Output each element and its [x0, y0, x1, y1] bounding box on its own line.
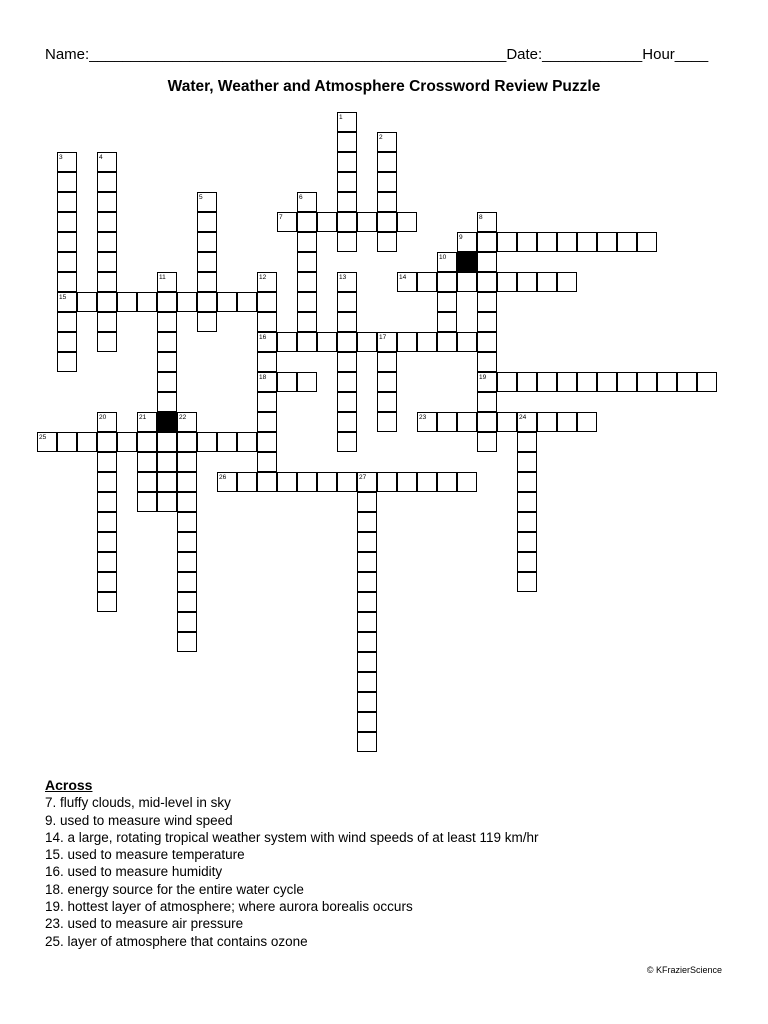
crossword-cell[interactable]	[477, 252, 497, 272]
crossword-cell[interactable]	[77, 432, 97, 452]
clue-19: 19. hottest layer of atmosphere; where aurora borealis occurs	[45, 899, 413, 915]
crossword-cell[interactable]	[377, 372, 397, 392]
crossword-cell[interactable]	[357, 332, 377, 352]
crossword-cell[interactable]	[257, 292, 277, 312]
crossword-cell[interactable]	[97, 312, 117, 332]
clue-number-9: 9	[459, 234, 463, 241]
crossword-cell[interactable]	[57, 192, 77, 212]
crossword-cell[interactable]	[57, 172, 77, 192]
crossword-cell[interactable]	[297, 312, 317, 332]
crossword-cell[interactable]	[257, 452, 277, 472]
crossword-cell[interactable]	[337, 392, 357, 412]
crossword-cell[interactable]	[117, 292, 137, 312]
crossword-cell[interactable]	[437, 332, 457, 352]
crossword-cell[interactable]	[517, 492, 537, 512]
crossword-cell[interactable]	[177, 552, 197, 572]
crossword-cell[interactable]	[157, 332, 177, 352]
clue-number-23: 23	[419, 414, 427, 421]
crossword-cell[interactable]	[577, 232, 597, 252]
crossword-cell[interactable]	[277, 472, 297, 492]
crossword-cell[interactable]	[117, 432, 137, 452]
crossword-cell[interactable]	[57, 272, 77, 292]
crossword-cell[interactable]	[377, 472, 397, 492]
clue-number-24: 24	[519, 414, 527, 421]
crossword-cell[interactable]	[457, 412, 477, 432]
crossword-cell[interactable]	[237, 472, 257, 492]
crossword-cell[interactable]	[277, 332, 297, 352]
name-label: Name:	[45, 46, 90, 63]
crossword-cell[interactable]	[97, 272, 117, 292]
crossword-cell[interactable]	[337, 352, 357, 372]
crossword-cell[interactable]	[377, 192, 397, 212]
crossword-cell[interactable]	[337, 472, 357, 492]
crossword-cell[interactable]	[157, 452, 177, 472]
crossword-cell[interactable]	[457, 472, 477, 492]
crossword-cell[interactable]	[297, 232, 317, 252]
crossword-cell[interactable]	[177, 532, 197, 552]
crossword-cell[interactable]	[57, 312, 77, 332]
crossword-cell[interactable]	[137, 492, 157, 512]
crossword-cell[interactable]	[597, 232, 617, 252]
crossword-cell[interactable]	[397, 212, 417, 232]
crossword-cell[interactable]	[357, 212, 377, 232]
crossword-cell[interactable]	[517, 472, 537, 492]
hour-field[interactable]: ____	[674, 46, 709, 63]
crossword-cell[interactable]	[197, 272, 217, 292]
crossword-cell[interactable]	[517, 532, 537, 552]
crossword-cell[interactable]	[257, 392, 277, 412]
crossword-cell[interactable]	[497, 372, 517, 392]
clue-18: 18. energy source for the entire water cycle	[45, 881, 304, 897]
crossword-cell[interactable]	[557, 412, 577, 432]
crossword-cell[interactable]	[657, 372, 677, 392]
crossword-cell[interactable]	[337, 192, 357, 212]
clue-number-11: 11	[159, 274, 166, 281]
crossword-cell[interactable]	[517, 272, 537, 292]
crossword-cell[interactable]	[477, 432, 497, 452]
crossword-cell[interactable]	[337, 172, 357, 192]
crossword-cell[interactable]	[197, 292, 217, 312]
crossword-cell[interactable]	[57, 352, 77, 372]
crossword-cell[interactable]	[97, 592, 117, 612]
crossword-cell[interactable]	[97, 292, 117, 312]
crossword-cell[interactable]	[577, 372, 597, 392]
crossword-cell[interactable]	[357, 552, 377, 572]
crossword-cell[interactable]	[97, 192, 117, 212]
crossword-cell[interactable]	[197, 212, 217, 232]
clue-number-22: 22	[179, 414, 187, 421]
crossword-cell[interactable]	[97, 532, 117, 552]
crossword-cell[interactable]	[297, 372, 317, 392]
crossword-cell[interactable]	[157, 312, 177, 332]
clue-16: 16. used to measure humidity	[45, 864, 223, 880]
crossword-cell[interactable]	[697, 372, 717, 392]
crossword-cell[interactable]	[97, 252, 117, 272]
crossword-cell[interactable]	[537, 272, 557, 292]
crossword-cell[interactable]	[357, 712, 377, 732]
crossword-cell[interactable]	[177, 492, 197, 512]
crossword-cell[interactable]	[477, 232, 497, 252]
crossword-cell[interactable]	[477, 312, 497, 332]
clue-number-8: 8	[479, 214, 483, 221]
crossword-cell[interactable]	[577, 412, 597, 432]
clue-number-6: 6	[299, 194, 303, 201]
crossword-cell[interactable]	[57, 232, 77, 252]
crossword-cell[interactable]	[317, 212, 337, 232]
crossword-cell[interactable]	[377, 212, 397, 232]
clue-number-19: 19	[479, 374, 487, 381]
crossword-cell[interactable]	[517, 572, 537, 592]
crossword-cell[interactable]	[537, 232, 557, 252]
crossword-cell[interactable]	[97, 452, 117, 472]
crossword-cell[interactable]	[257, 432, 277, 452]
clue-number-26: 26	[219, 474, 227, 481]
crossword-cell[interactable]	[157, 472, 177, 492]
crossword-cell[interactable]	[477, 412, 497, 432]
clue-25: 25. layer of atmosphere that contains ozone	[45, 933, 308, 949]
crossword-cell[interactable]	[157, 432, 177, 452]
crossword-cell[interactable]	[377, 172, 397, 192]
date-field[interactable]: ____________	[542, 46, 643, 63]
crossword-cell[interactable]	[197, 252, 217, 272]
crossword-cell[interactable]	[197, 312, 217, 332]
across-heading: Across	[45, 777, 93, 793]
crossword-cell[interactable]	[437, 412, 457, 432]
crossword-cell[interactable]	[157, 292, 177, 312]
crossword-cell[interactable]	[217, 432, 237, 452]
crossword-cell[interactable]	[537, 412, 557, 432]
crossword-cell[interactable]	[337, 332, 357, 352]
crossword-cell[interactable]	[237, 292, 257, 312]
crossword-cell[interactable]	[377, 232, 397, 252]
crossword-cell[interactable]	[257, 352, 277, 372]
crossword-cell[interactable]	[517, 232, 537, 252]
crossword-cell[interactable]	[177, 292, 197, 312]
clue-number-16: 16	[259, 334, 267, 341]
clue-number-4: 4	[99, 154, 103, 161]
crossword-cell[interactable]	[177, 512, 197, 532]
clue-23: 23. used to measure air pressure	[45, 916, 244, 932]
clue-number-25: 25	[39, 434, 47, 441]
crossword-cell[interactable]	[177, 452, 197, 472]
crossword-cell[interactable]	[357, 532, 377, 552]
clue-number-14: 14	[399, 274, 407, 281]
crossword-cell[interactable]	[357, 592, 377, 612]
crossword-cell[interactable]	[337, 292, 357, 312]
crossword-cell[interactable]	[517, 512, 537, 532]
crossword-cell[interactable]	[297, 292, 317, 312]
crossword-cell[interactable]	[497, 412, 517, 432]
crossword-cell[interactable]	[137, 292, 157, 312]
date-label: Date:	[506, 46, 543, 63]
clue-number-7: 7	[279, 214, 283, 221]
crossword-cell[interactable]	[337, 212, 357, 232]
clue-7: 7. fluffy clouds, mid-level in sky	[45, 795, 231, 811]
clue-14: 14. a large, rotating tropical weather system with wind speeds of at least 119 km/hr	[45, 829, 539, 845]
crossword-cell[interactable]	[357, 512, 377, 532]
name-field[interactable]: __________________________________________________	[89, 46, 507, 63]
crossword-cell[interactable]	[137, 472, 157, 492]
crossword-cell[interactable]	[397, 472, 417, 492]
crossword-cell[interactable]	[297, 472, 317, 492]
crossword-cell[interactable]	[57, 332, 77, 352]
crossword-cell[interactable]	[357, 492, 377, 512]
crossword-cell[interactable]	[457, 272, 477, 292]
crossword-cell[interactable]	[517, 372, 537, 392]
crossword-cell[interactable]	[177, 432, 197, 452]
crossword-cell[interactable]	[297, 272, 317, 292]
crossword-cell[interactable]	[337, 132, 357, 152]
crossword-cell[interactable]	[397, 332, 417, 352]
crossword-cell[interactable]	[97, 472, 117, 492]
crossword-cell[interactable]	[157, 372, 177, 392]
crossword-cell[interactable]	[357, 612, 377, 632]
clue-number-1: 1	[339, 114, 343, 121]
crossword-cell[interactable]	[97, 232, 117, 252]
crossword-cell[interactable]	[197, 232, 217, 252]
crossword-cell[interactable]	[417, 272, 437, 292]
crossword-cell[interactable]	[377, 412, 397, 432]
clue-number-27: 27	[359, 474, 367, 481]
crossword-cell[interactable]	[177, 632, 197, 652]
crossword-cell[interactable]	[137, 452, 157, 472]
crossword-cell[interactable]	[357, 692, 377, 712]
across-clues	[45, 777, 745, 950]
crossword-black-cell	[457, 252, 477, 272]
crossword-cell[interactable]	[177, 612, 197, 632]
clue-number-15: 15	[59, 294, 67, 301]
clue-15: 15. used to measure temperature	[45, 847, 245, 863]
clue-9: 9. used to measure wind speed	[45, 812, 233, 828]
crossword-cell[interactable]	[337, 412, 357, 432]
crossword-cell[interactable]	[97, 332, 117, 352]
clue-number-13: 13	[339, 274, 347, 281]
crossword-cell[interactable]	[337, 372, 357, 392]
crossword-cell[interactable]	[417, 332, 437, 352]
clue-number-10: 10	[439, 254, 447, 261]
crossword-cell[interactable]	[617, 372, 637, 392]
crossword-cell[interactable]	[517, 552, 537, 572]
crossword-cell[interactable]	[297, 252, 317, 272]
crossword-cell[interactable]	[77, 292, 97, 312]
crossword-cell[interactable]	[337, 312, 357, 332]
crossword-cell[interactable]	[157, 392, 177, 412]
crossword-cell[interactable]	[197, 432, 217, 452]
crossword-cell[interactable]	[557, 372, 577, 392]
crossword-cell[interactable]	[437, 312, 457, 332]
copyright: © KFrazierScience	[646, 965, 722, 975]
crossword-cell[interactable]	[57, 432, 77, 452]
clue-number-3: 3	[59, 154, 63, 161]
crossword-cell[interactable]	[437, 472, 457, 492]
crossword-cell[interactable]	[597, 372, 617, 392]
page-title: Water, Weather and Atmosphere Crossword Review Puzzle	[167, 78, 601, 95]
crossword-cell[interactable]	[417, 472, 437, 492]
crossword-cell[interactable]	[377, 392, 397, 412]
crossword-cell[interactable]	[57, 212, 77, 232]
crossword-cell[interactable]	[557, 232, 577, 252]
crossword-cell[interactable]	[317, 332, 337, 352]
crossword-cell[interactable]	[97, 552, 117, 572]
crossword-cell[interactable]	[517, 432, 537, 452]
crossword-cell[interactable]	[257, 312, 277, 332]
crossword-cell[interactable]	[477, 272, 497, 292]
crossword-cell[interactable]	[437, 272, 457, 292]
crossword-cell[interactable]	[477, 352, 497, 372]
crossword-cell[interactable]	[477, 392, 497, 412]
crossword-cell[interactable]	[677, 372, 697, 392]
crossword-cell[interactable]	[377, 352, 397, 372]
crossword-cell[interactable]	[97, 172, 117, 192]
clue-number-18: 18	[259, 374, 267, 381]
crossword-cell[interactable]	[177, 592, 197, 612]
clue-number-17: 17	[379, 334, 387, 341]
crossword-cell[interactable]	[157, 352, 177, 372]
crossword-cell[interactable]	[537, 372, 557, 392]
crossword-cell[interactable]	[297, 212, 317, 232]
crossword-cell[interactable]	[557, 272, 577, 292]
crossword-cell[interactable]	[257, 412, 277, 432]
crossword-cell[interactable]	[177, 572, 197, 592]
crossword-cell[interactable]	[57, 252, 77, 272]
crossword-black-cell	[157, 412, 177, 432]
crossword-cell[interactable]	[97, 212, 117, 232]
crossword-cell[interactable]	[637, 372, 657, 392]
clue-number-21: 21	[139, 414, 147, 421]
crossword-cell[interactable]	[137, 432, 157, 452]
hour-label: Hour	[642, 46, 675, 63]
crossword-cell[interactable]	[477, 292, 497, 312]
clue-number-12: 12	[259, 274, 267, 281]
clue-number-5: 5	[199, 194, 203, 201]
crossword-cell[interactable]	[97, 572, 117, 592]
crossword-cell[interactable]	[97, 492, 117, 512]
crossword-cell[interactable]	[497, 232, 517, 252]
clue-number-2: 2	[379, 134, 383, 141]
crossword-cell[interactable]	[357, 672, 377, 692]
crossword-cell[interactable]	[357, 652, 377, 672]
crossword-cell[interactable]	[277, 372, 297, 392]
crossword-cell[interactable]	[357, 632, 377, 652]
crossword-cell[interactable]	[337, 152, 357, 172]
crossword-cell[interactable]	[457, 332, 477, 352]
crossword-cell[interactable]	[377, 152, 397, 172]
crossword-cell[interactable]	[357, 732, 377, 752]
crossword-cell[interactable]	[617, 232, 637, 252]
crossword-cell[interactable]	[517, 452, 537, 472]
crossword-cell[interactable]	[317, 472, 337, 492]
crossword-cell[interactable]	[337, 232, 357, 252]
crossword-cell[interactable]	[497, 272, 517, 292]
crossword-cell[interactable]	[97, 512, 117, 532]
crossword-cell[interactable]	[217, 292, 237, 312]
clue-number-20: 20	[99, 414, 107, 421]
crossword-cell[interactable]	[157, 492, 177, 512]
crossword-cell[interactable]	[177, 472, 197, 492]
crossword-cell[interactable]	[237, 432, 257, 452]
crossword-cell[interactable]	[337, 432, 357, 452]
crossword-cell[interactable]	[437, 292, 457, 312]
crossword-cell[interactable]	[637, 232, 657, 252]
crossword-cell[interactable]	[257, 472, 277, 492]
crossword-cell[interactable]	[477, 332, 497, 352]
crossword-cell[interactable]	[297, 332, 317, 352]
crossword-cell[interactable]	[97, 432, 117, 452]
crossword-cell[interactable]	[357, 572, 377, 592]
